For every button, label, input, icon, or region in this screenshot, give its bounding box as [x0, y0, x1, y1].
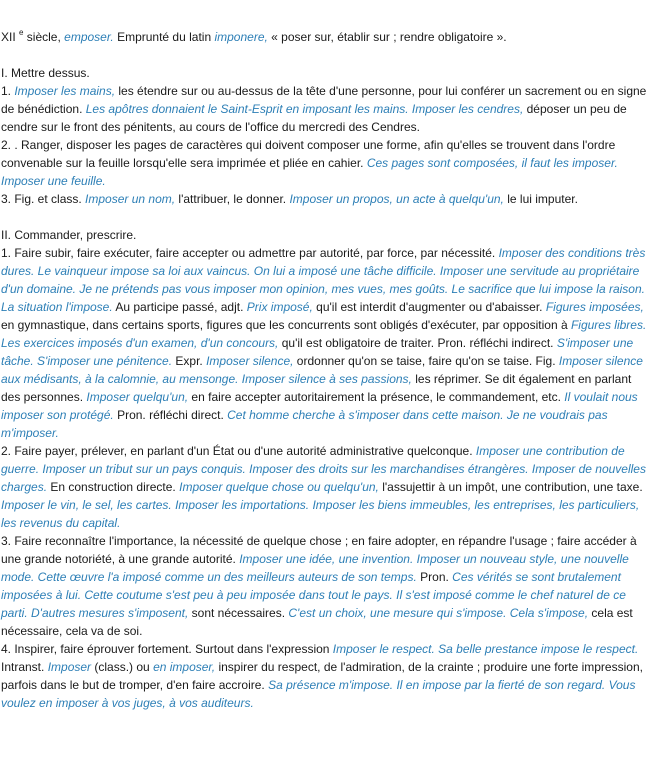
etymology-text: siècle,	[23, 30, 65, 44]
example-text: C'est un choix, une mesure qui s'impose. Cela s'impose,	[288, 606, 589, 620]
example-text: Imposer une contribution de guerre. Imposer un tribut sur un pays conquis. Imposer des droits sur les marchandises étrangères. Imposer de nouvelles charges.	[1, 444, 646, 494]
definition-text: ordonner qu'on se taise, faire qu'on se taise. Fig.	[293, 354, 559, 368]
definition-text: sont nécessaires.	[188, 606, 289, 620]
example-text: en imposer,	[153, 660, 216, 674]
definition-text: 3. Faire reconnaître l'importance, la nécessité de quelque chose ; en faire adopter, en répandre l'usage ; faire accéder à une grande notoriété, à une grande autorité.	[1, 534, 637, 566]
example-text: Il voulait nous imposer son protégé.	[1, 390, 638, 422]
old-form-link[interactable]: emposer.	[64, 30, 114, 44]
definition-text: l'attribuer, le donner.	[175, 192, 290, 206]
definition-text: Pron.	[416, 570, 453, 584]
example-text: Imposer un nom,	[85, 192, 176, 206]
example-text: Imposer quelqu'un,	[86, 390, 189, 404]
example-text: Figures imposées,	[545, 300, 644, 314]
section-heading: I. Mettre dessus.	[1, 66, 90, 80]
example-text: Imposer le vin, le sel, les cartes. Imposer les importations. Imposer les biens immeubles, les entreprises, les particuliers, les revenus du capital.	[1, 498, 640, 530]
example-text: Sa présence m'impose. Il en impose par la fierté de son regard. Vous voulez en imposer à vos juges, à vos auditeurs.	[1, 678, 636, 710]
etymology-text: « poser sur, établir sur ; rendre obligatoire ».	[267, 30, 507, 44]
definition-text: 2. . Ranger, disposer les pages de caractères qui doivent composer une forme, afin qu'elles se trouvent dans l'ordre convenable sur la feuille lorsqu'elle sera imprimée et pliée en cahier.	[1, 138, 616, 170]
latin-form-link[interactable]: imponere,	[214, 30, 268, 44]
century-text: XII	[1, 30, 20, 44]
example-text: Imposer	[47, 660, 92, 674]
example-text: Imposer le respect. Sa belle prestance impose le respect.	[332, 642, 639, 656]
definition-sense	[1, 244, 650, 442]
definition-text: le lui imputer.	[503, 192, 578, 206]
definition-text: en gymnastique, dans certains sports, figures que les concurrents sont obligés d'exécuter, par opposition à	[1, 318, 571, 332]
definition-text: les étendre sur ou au-dessus de la tête d'une personne, pour lui conférer un sacrement ou en signe de bénédiction.	[1, 84, 647, 116]
definition-sense	[1, 136, 650, 190]
definition-sense	[1, 82, 650, 136]
definition-text: déposer un peu de cendre sur le front des pénitents, au cours de l'office du mercredi des Cendres.	[1, 102, 627, 134]
example-text: Les apôtres donnaient le Saint-Esprit en imposant les mains. Imposer les cendres,	[85, 102, 524, 116]
example-text: Figures libres. Les exercices imposés d'un examen, d'un concours,	[1, 318, 647, 350]
definition-sense	[1, 640, 650, 712]
example-text: Imposer quelque chose ou quelqu'un,	[179, 480, 379, 494]
example-text: Cet homme cherche à s'imposer dans cette maison. Je ne voudrais pas m'imposer.	[1, 408, 608, 440]
example-text: Imposer une idée, une invention. Imposer un nouveau style, une nouvelle mode. Cette œuvre l'a imposé comme un des meilleurs auteurs de son temps.	[1, 552, 629, 584]
example-text: Imposer un propos, un acte à quelqu'un,	[289, 192, 504, 206]
definition-text: qu'il est interdit d'augmenter ou d'abaisser.	[312, 300, 546, 314]
definition-text: inspirer du respect, de l'admiration, de la crainte ; produire une forte impression, parfois dans le but de tromper, d'en faire accroire.	[1, 660, 643, 692]
definition-sense	[1, 532, 650, 640]
example-text: S'imposer une tâche. S'imposer une pénitence.	[1, 336, 634, 368]
definition-text: qu'il est obligatoire de traiter. Pron. réfléchi indirect.	[278, 336, 557, 350]
definition-text: 1. Faire subir, faire exécuter, faire accepter ou admettre par autorité, par force, par nécessité.	[1, 246, 499, 260]
definition-text: En construction directe.	[47, 480, 180, 494]
etymology-text: Emprunté du latin	[113, 30, 215, 44]
paragraph-spacer	[1, 46, 650, 64]
definition-text: l'assujettir à un impôt, une contribution, une taxe.	[378, 480, 643, 494]
example-text: Imposer les mains,	[14, 84, 116, 98]
definition-text: (class.) ou	[91, 660, 154, 674]
definition-sense	[1, 190, 650, 208]
example-text: Prix imposé,	[246, 300, 313, 314]
definition-text: les réprimer. Se dit également en parlant des personnes.	[1, 372, 632, 404]
etymology-line	[1, 28, 650, 46]
example-text: Imposer silence,	[206, 354, 294, 368]
definition-text: Au participe passé, adjt.	[112, 300, 247, 314]
example-text: Ces vérités se sont brutalement imposées à lui. Cette coutume s'est peu à peu imposée dans tout le pays. Il s'est imposé comme le chef naturel de ce parti. D'autres mesures s'imposent,	[1, 570, 626, 620]
century-superscript: e	[19, 28, 24, 37]
example-text: Ces pages sont composées, il faut les imposer. Imposer une feuille.	[1, 156, 618, 188]
section-heading: II. Commander, prescrire.	[1, 228, 137, 242]
definition-text: 1.	[1, 84, 15, 98]
definition-text: cela est nécessaire, cela va de soi.	[1, 606, 633, 638]
definition-sense	[1, 442, 650, 532]
definition-text: 2. Faire payer, prélever, en parlant d'un État ou d'une autorité administrative quelconque.	[1, 444, 476, 458]
definition-text: 3. Fig. et class.	[1, 192, 86, 206]
definition-text: Intranst.	[1, 660, 48, 674]
example-text: Imposer des conditions très dures. Le vainqueur impose sa loi aux vaincus. On lui a imposé une tâche difficile. Imposer une servitude au propriétaire d'un domaine. Je ne prétends pas vous imposer mon opinion, mes vues, mes goûts. Le sacrifice que lui impose la raison. La situation l'impose.	[1, 246, 646, 314]
definition-text: 4. Inspirer, faire éprouver fortement. Surtout dans l'expression	[1, 642, 333, 656]
definition-text: Pron. réfléchi direct.	[113, 408, 228, 422]
definition-text: Expr.	[172, 354, 207, 368]
paragraph-spacer	[1, 208, 650, 226]
example-text: Imposer silence aux médisants, à la calomnie, au mensonge. Imposer silence à ses passions,	[1, 354, 643, 386]
definition-text: en faire accepter autoritairement la présence, le commandement, etc.	[188, 390, 565, 404]
